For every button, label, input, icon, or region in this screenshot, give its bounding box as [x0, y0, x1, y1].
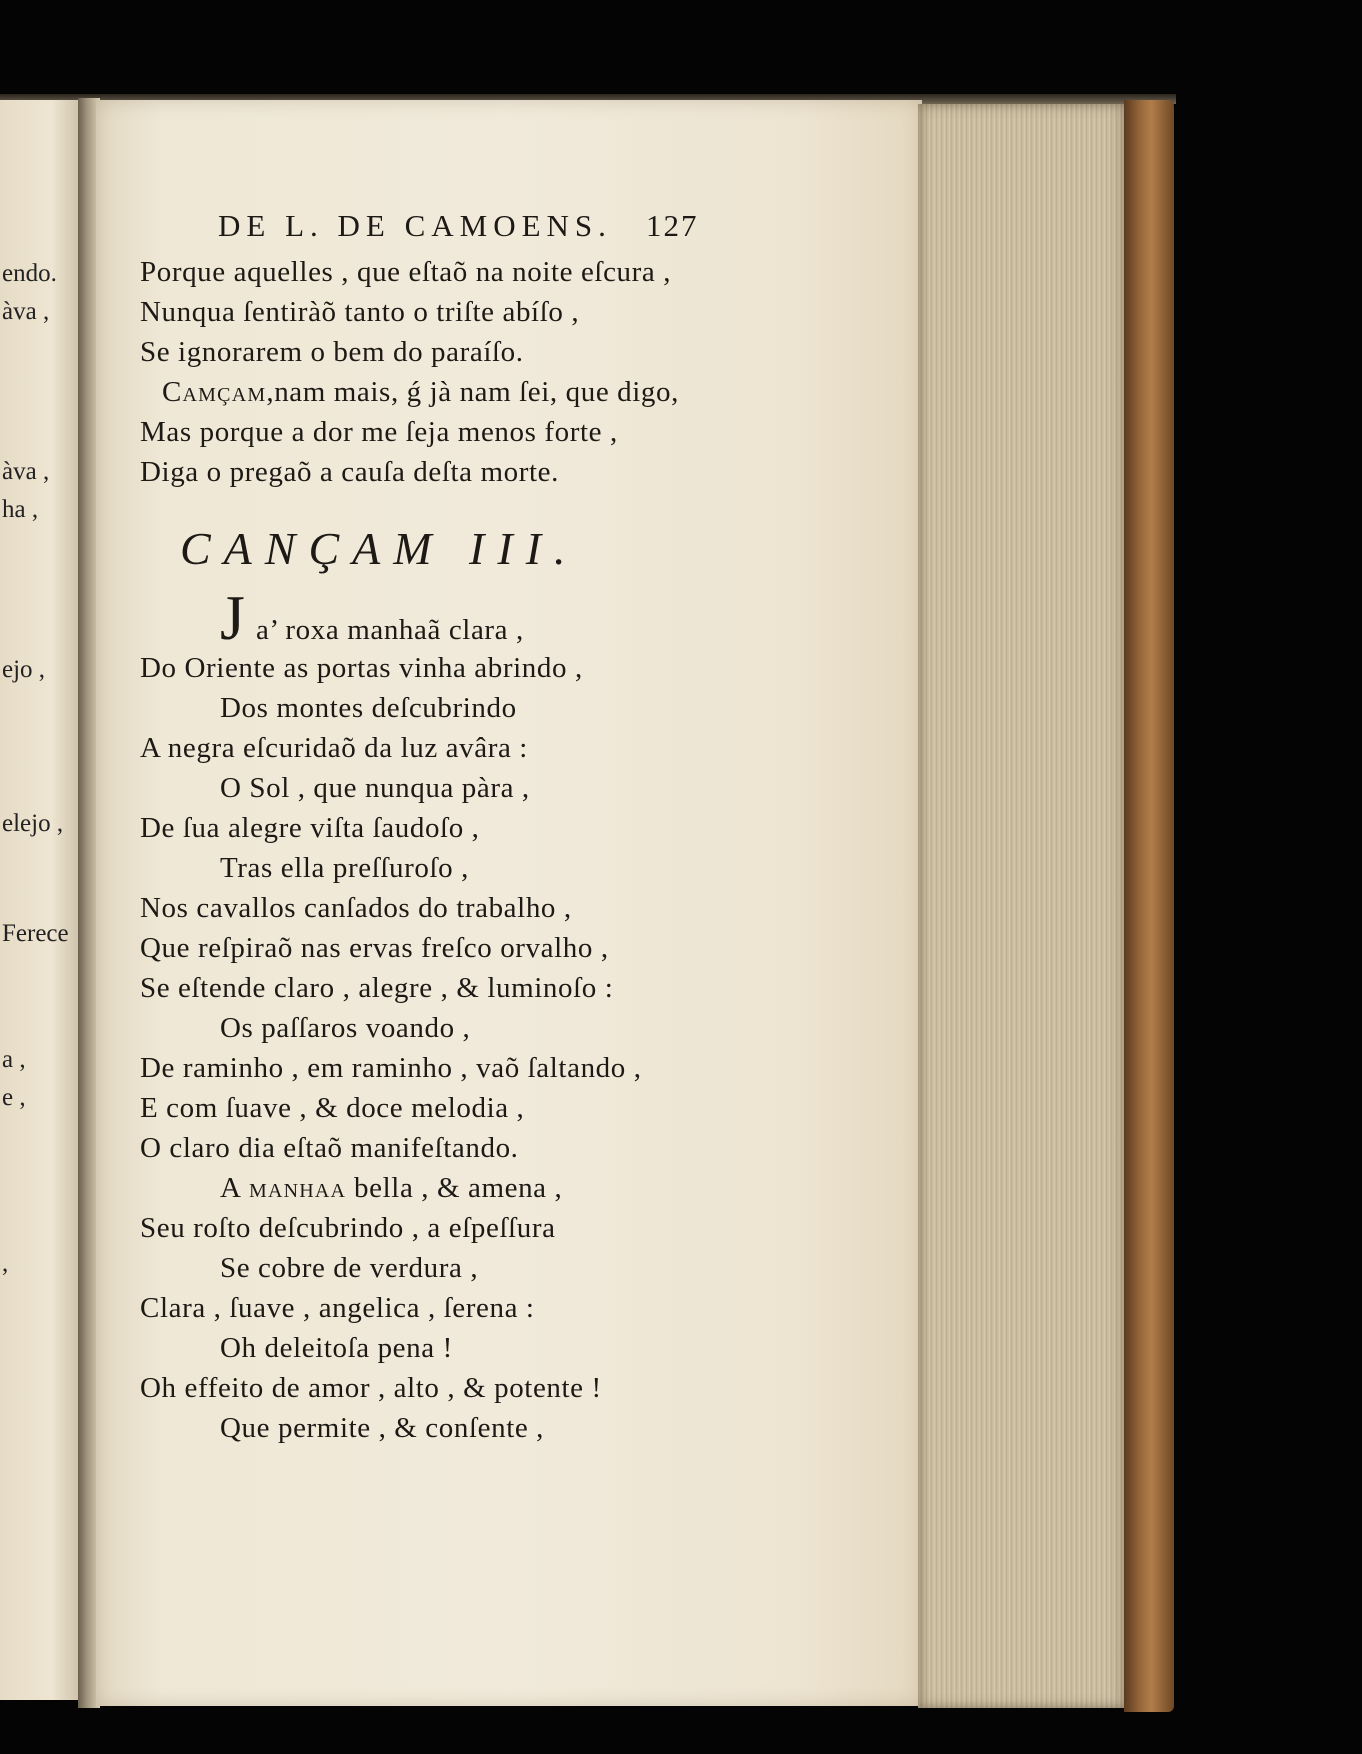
page-fore-edge — [918, 104, 1130, 1708]
poem-line: Nos cavallos canſados do trabalho , — [140, 892, 572, 924]
leather-cover-edge — [1124, 100, 1174, 1712]
poem-line: Porque aquelles , que eſtaõ na noite eſcura , — [140, 256, 672, 288]
left-page-edge — [0, 100, 86, 1700]
left-fragment: endo. — [2, 260, 57, 287]
poem-line: Dos montes deſcubrindo — [220, 692, 517, 724]
poem-line: Seu roſto deſcubrindo , a eſpeſſura — [140, 1212, 556, 1244]
poem-line: A negra eſcuridaõ da luz avâra : — [140, 732, 528, 764]
left-fragment: ejo , — [2, 656, 46, 683]
stanza-two-lead-rest: bella , & amena , — [346, 1172, 563, 1204]
drop-cap: J — [220, 582, 245, 653]
left-fragment: àva , — [2, 298, 50, 325]
poem-line: O Sol , que nunqua pàra , — [220, 772, 530, 804]
page-number: 127 — [646, 208, 699, 243]
section-title: CANÇAM III. — [180, 523, 579, 574]
left-fragment: , — [2, 1250, 9, 1277]
poem-line: De ſua alegre viſta ſaudoſo , — [140, 812, 480, 844]
poem-line: a’ roxa manhaã clara , — [256, 614, 524, 646]
left-fragment: ha , — [2, 496, 39, 523]
envoi-rest: ,nam mais, ǵ jà nam ſei, que digo, — [266, 376, 679, 408]
poem-line: Que reſpiraõ nas ervas freſco orvalho , — [140, 932, 609, 964]
envoi-lead: Camçam — [162, 376, 267, 408]
left-fragment: Ferece — [2, 920, 69, 947]
poem-line: Clara , ſuave , angelica , ſerena : — [140, 1292, 535, 1324]
poem-line: Oh deleitoſa pena ! — [220, 1332, 453, 1364]
envoi-line: Mas porque a dor me ſeja menos forte , — [140, 416, 618, 448]
poem-line: Oh effeito de amor , alto , & potente ! — [140, 1372, 602, 1404]
poem-line: Nunqua ſentiràõ tanto o triſte abíſo , — [140, 296, 580, 328]
poem-line: De raminho , em raminho , vaõ ſaltando , — [140, 1052, 642, 1084]
poem-line: O claro dia eſtaõ manifeſtando. — [140, 1132, 519, 1164]
left-fragment: a , — [2, 1046, 26, 1073]
running-head: DE L. DE CAMOENS. — [218, 208, 612, 243]
envoi-line: Diga o pregaõ a cauſa deſta morte. — [140, 456, 559, 488]
poem-line: Os paſſaros voando , — [220, 1012, 471, 1044]
left-fragment: e , — [2, 1084, 26, 1111]
stanza-two-lead: A manhaa — [220, 1172, 347, 1204]
poem-line: Se cobre de verdura , — [220, 1252, 479, 1284]
left-fragment: elejo , — [2, 810, 64, 837]
poem-line: Se eſtende claro , alegre , & luminoſo : — [140, 972, 614, 1004]
poem-line: E com ſuave , & doce melodia , — [140, 1092, 525, 1124]
left-fragment: àva , — [2, 458, 50, 485]
poem-line: Que permite , & conſente , — [220, 1412, 545, 1444]
poem-line: Tras ella preſſuroſo , — [220, 852, 469, 884]
envoi-line — [162, 376, 679, 409]
stanza-two-opening — [220, 1172, 562, 1205]
poem-line: Do Oriente as portas vinha abrindo , — [140, 652, 583, 684]
poem-line: Se ignorarem o bem do paraíſo. — [140, 336, 524, 368]
